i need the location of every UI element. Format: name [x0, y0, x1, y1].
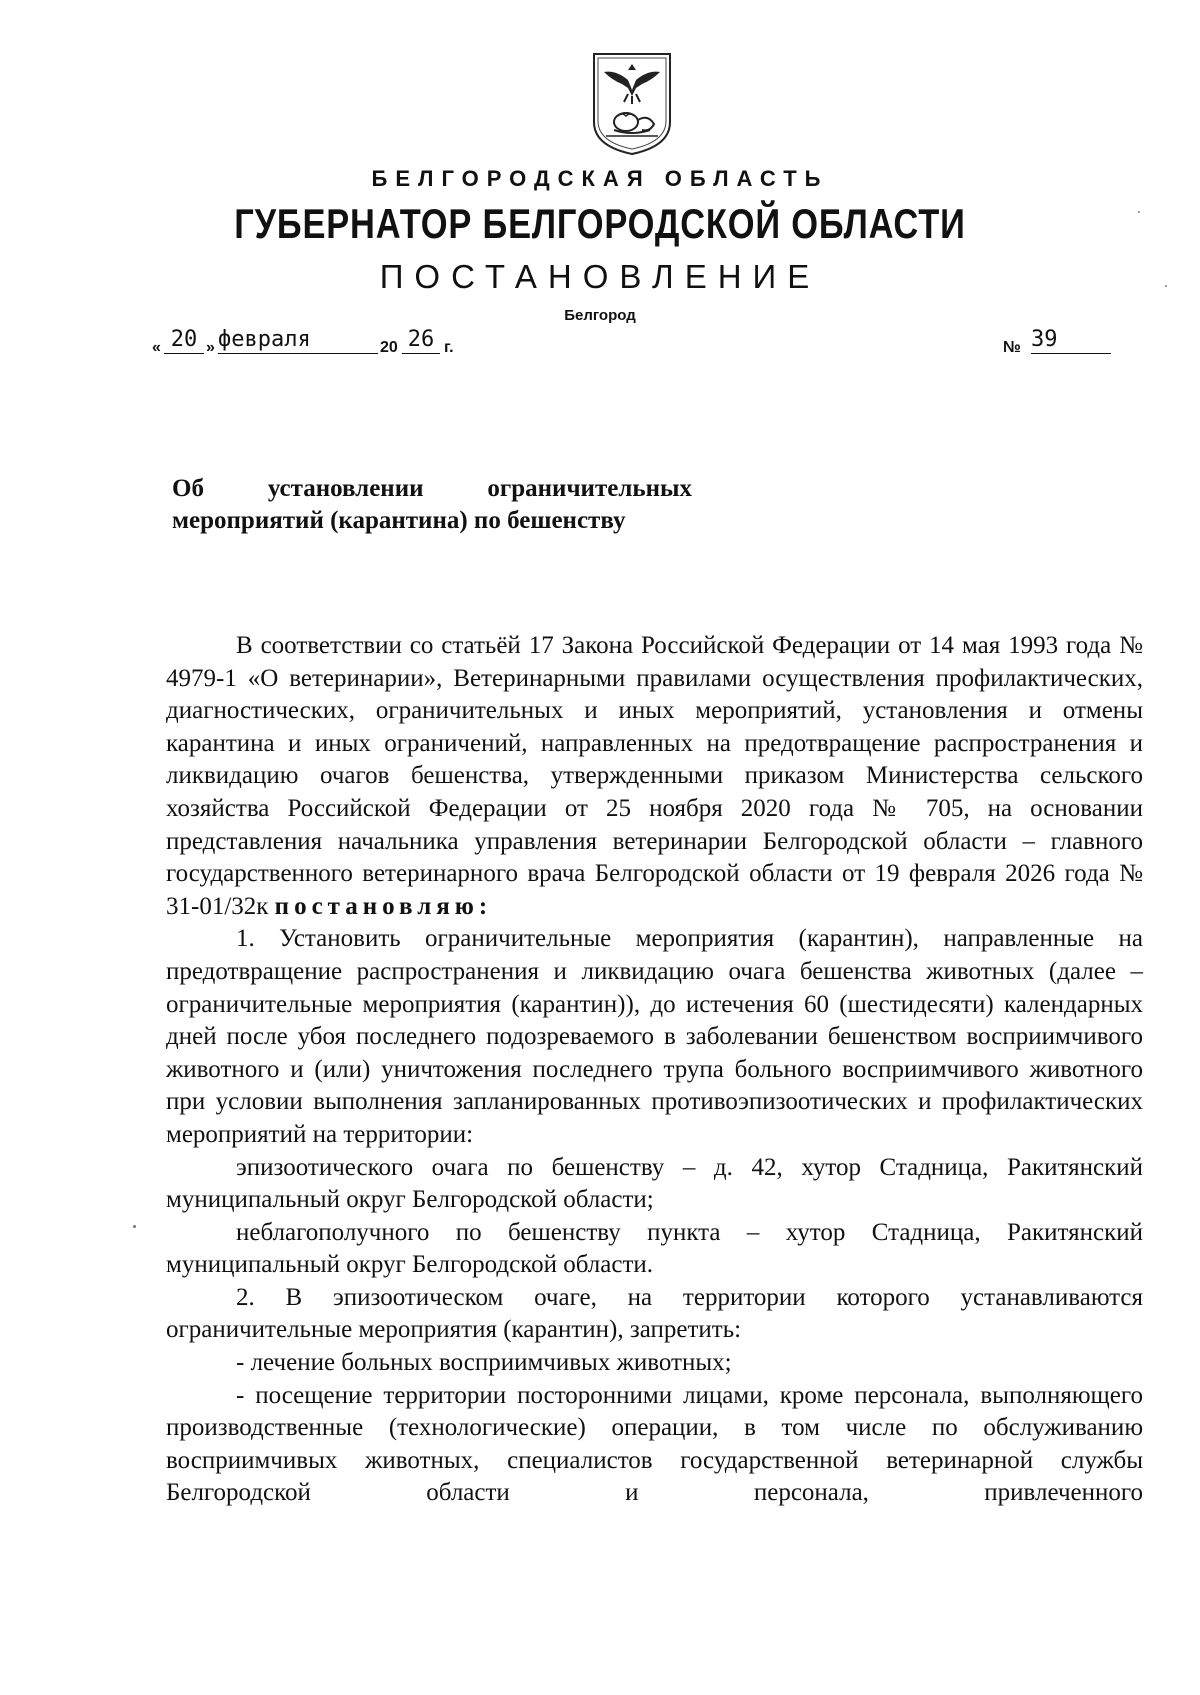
item-1-paragraph: 1. Установить ограничительные мероприятия (карантин), направленные на предотвращение распространения и ликвидацию очага бешенства животных (далее – ограничительные мероприятия (карантин)), до истечения 60 (шестидесяти) календарных дней после убоя последнего подозреваемого в заболевании бешенством восприимчивого животного и (или) уничтожения последнего трупа больного восприимчивого животного при условии выполнения запланированных противоэпизоотических и профилактических мероприятий на территории: — [166, 925, 1143, 1148]
date-year-prefix: 20 — [380, 339, 398, 356]
title-word-3: ограничительных — [487, 475, 692, 502]
city-name: Белгород — [564, 307, 636, 324]
governor-heading: ГУБЕРНАТОР БЕЛГОРОДСКОЙ ОБЛАСТИ — [234, 200, 966, 247]
scan-speck — [1165, 285, 1167, 287]
item-2-bullet-visits: - посещение территории посторонними лицами, кроме персонала, выполняющего производственные (технологические) операции, в том числе по обслуживанию восприимчивых животных, специалистов государственной ветеринарной службы Белгородской области и персонала, привлеченного — [166, 1381, 1143, 1507]
number-label: № — [1003, 339, 1021, 356]
title-line-2: мероприятий (карантина) по бешенству — [172, 507, 626, 534]
title-line-1 — [172, 473, 692, 505]
date-close-quote: » — [206, 339, 215, 356]
title-word-2: установлении — [267, 475, 424, 502]
resolve-word: постановляю: — [274, 892, 493, 920]
document-number — [1003, 327, 1113, 361]
item-2-bullet-treatment: - лечение больных восприимчивых животных; — [236, 1349, 732, 1377]
scan-speck — [133, 1225, 136, 1228]
item-1-point-paragraph: неблагополучного по бешенству пункта – хутор Стадница, Ракитянский муниципальный округ Белгородской области. — [166, 1218, 1143, 1279]
document-body — [166, 630, 1143, 1510]
number-value: 39 — [1031, 327, 1111, 354]
preamble-paragraph — [166, 630, 1143, 923]
date-line — [152, 327, 482, 361]
date-month: февраля — [218, 327, 378, 354]
date-day: 20 — [164, 327, 204, 354]
region-name: БЕЛГОРОДСКАЯ ОБЛАСТЬ — [371, 166, 829, 191]
coat-of-arms-emblem — [588, 50, 676, 158]
document-type: ПОСТАНОВЛЕНИЕ — [379, 258, 821, 295]
document-title — [172, 473, 692, 537]
scan-speck — [1138, 211, 1140, 213]
preamble-text: В соответствии со статьёй 17 Закона Российской Федерации от 14 мая 1993 года № 4979-1 «О ветеринарии», Ветеринарными правилами осуществления профилактических, диагностических, ограничительных и иных мероприятий, установления и отмены карантина и иных ограничений, направленных на предотвращение распространения и ликвидацию очагов бешенства, утвержденными приказом Министерства сельского хозяйства Российской Федерации от 25 ноября 2020 года № 705, на основании представления начальника управления ветеринарии Белгородской области – главного государственного ветеринарного врача Белгородской области от 19 февраля 2026 года № 31-01/32к — [166, 632, 1143, 920]
date-open-quote: « — [152, 339, 161, 356]
item-1-focus-paragraph: эпизоотического очага по бешенству – д. 42, хутор Стадница, Ракитянский муниципальный округ Белгородской области; — [166, 1153, 1143, 1214]
title-word-1: Об — [172, 475, 204, 502]
item-2-paragraph: 2. В эпизоотическом очаге, на территории которого устанавливаются ограничительные мероприятия (карантин), запретить: — [166, 1283, 1143, 1344]
date-year-mark: г. — [444, 339, 454, 356]
date-year-suffix: 26 — [402, 327, 440, 354]
